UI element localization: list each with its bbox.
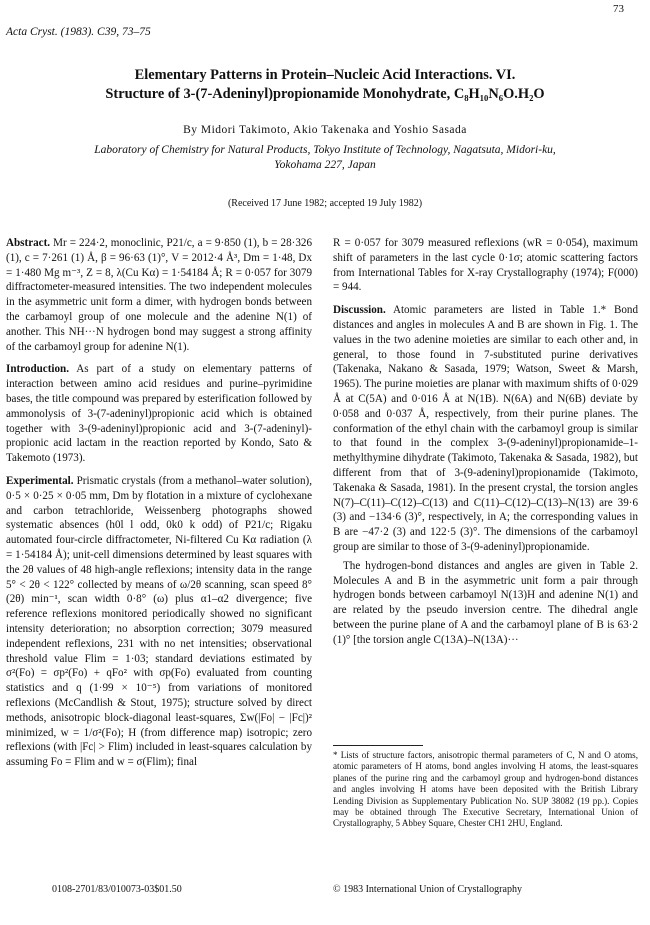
title-line-2: Structure of 3-(7-Adeninyl)propionamide Monohydrate, C₈H₁₀N₆O.H₂O [105, 86, 545, 102]
experimental-paragraph [6, 474, 312, 770]
discussion-text: Atomic parameters are listed in Table 1.* Bond distances and angles in molecules A and B are shown in Fig. 1. The values in the two adenine moieties are similar to each other and, in general, to those found in 7-substituted purine derivatives (Takenaka, Nakano & Sasada, 1979; Watson, Sweet & Marsh, 1965). The purine moieties are planar with maximum shifts of 0·029 Å at C(5A) and 0·016 Å at N(1B). N(6A) and N(6B) deviate by 0·058 and 0·037 Å, respectively, from their purine planes. The conformation of the ethyl chain with the carbamoyl group is similar to that found in the complex 3-(9-adeninyl)propionamide–1-methylthymine dihydrate (Takimoto, Takenaka & Sasada, 1982), but different from that of 3-(9-adeninyl)propionamide (Takimoto, Takenaka & Sasada, 1981). In the present crystal, the torsion angles N(7)–C(11)–C(12)–C(13) and C(11)–C(12)–C(13)–N(13) are 39·6 (3) and −134·6 (3)°, respectively, in A; the corresponding values in B are −47·2 (3) and 122·5 (3)°. The dimensions of the carbamoyl group are similar to those of 3-(9-adeninyl)propionamide. [333, 304, 638, 553]
affiliation [30, 143, 620, 173]
right-column [333, 236, 638, 652]
discussion-paragraph [333, 303, 638, 555]
hydrogen-bond-paragraph: The hydrogen-bond distances and angles are given in Table 2. Molecules A and B in the asymmetric unit form a pair through hydrogen bonds between carbamoyl N(13)H and adenine N(1) and are related by the pseudo inversion centre. The dihedral angle between the purine plane of A and the carbamoyl plane of B is 63·2 (1)° [the torsion angle C(13A)–N(13A)··· [333, 559, 638, 646]
page-number: 73 [613, 3, 624, 15]
received-dates: (Received 17 June 1982; accepted 19 July 1982) [227, 198, 423, 209]
experimental-heading: Experimental. [6, 474, 74, 487]
author-list: By Midori Takimoto, Akio Takenaka and Yoshio Sasada [183, 124, 467, 136]
journal-citation: Acta Cryst. (1983). C39, 73–75 [6, 26, 151, 38]
abstract-text: Mr = 224·2, monoclinic, P21/c, a = 9·850 (1), b = 28·326 (1), c = 7·261 (1) Å, β = 96·63 (1)°, V = 2012·4 Å³, Dm = 1·48, Dx = 1·480 Mg m⁻³, Z = 8, λ(Cu Kα) = 1·54184 Å; R = 0·057 for 3079 diffractometer-measured intensities. The two independent molecules in the asymmetric unit form a dimer, with hydrogen bonds between the carbamoyl group of one molecule and the adenine N(1) of another. This NH···N hydrogen bond may suggest a strong affinity of the carbamoyl group for adenine N(1). [6, 237, 312, 353]
abstract-heading: Abstract. [6, 237, 51, 249]
footer-copyright: © 1983 International Union of Crystallography [333, 884, 522, 895]
footer-code: 0108-2701/83/010073-03$01.50 [52, 884, 182, 895]
title-line-1: Elementary Patterns in Protein–Nucleic Acid Interactions. VI. [134, 67, 516, 83]
introduction-paragraph [6, 362, 312, 466]
discussion-heading: Discussion. [333, 304, 386, 317]
introduction-heading: Introduction. [6, 363, 69, 376]
footnote: * Lists of structure factors, anisotropic thermal parameters of C, N and O atoms, atomic parameters of H atoms, bond angles involving H atoms, the least-squares planes of the purine ring and the carbamoyl group and hydrogen-bond distances and angles involving H atoms have been deposited with the British Library Lending Division as Supplementary Publication No. SUP 38082 (19 pp.). Copies may be obtained through The Executive Secretary, International Union of Crystallography, 5 Abbey Square, Chester CH1 2HU, England. [333, 750, 638, 829]
affiliation-line-1: Laboratory of Chemistry for Natural Products, Tokyo Institute of Technology, Nagatsuta, Midori-ku, [94, 144, 556, 156]
affiliation-line-2: Yokohama 227, Japan [274, 159, 376, 171]
footnote-divider [333, 745, 423, 746]
introduction-text: As part of a study on elementary patterns of interaction between amino acid residues and purine–pyrimidine bases, the title compound was prepared by esterification followed by ammonolysis of 3-(7-adeninyl)propionic acid which is obtained together with 3-(9-adeninyl)propionic acid and 3-(7-adeninyl)-propionic acid lactam in the reaction reported by Kondo, Sato & Takemoto (1973). [6, 363, 312, 465]
article-title [20, 66, 630, 104]
experimental-text: Prismatic crystals (from a methanol–water solution), 0·5 × 0·25 × 0·05 mm, Dm by flotation in a mixture of cyclohexane and carbon tetrachloride, Weissenberg photographs showed systematic absences (h0l l odd, 0k0 k odd) of P21/c; Rigaku automated four-circle diffractometer, Ni-filtered Cu Kα radiation (λ = 1·54184 Å); unit-cell dimensions determined by least squares with the 2θ values of 48 high-angle reflexions; intensity data in the range 5° < 2θ < 122° collected by means of ω/2θ scanning, scan speed 8° (2θ) min⁻¹, scan width 0·8° (ω) plus α1–α2 divergence; five reference reflexions monitored periodically showed no significant intensity deterioration; no absorption correction; 3079 measured independent reflexions, 231 with no net intensities; observational threshold value Flim = 1·03; standard deviations estimated by σ²(Fo) = σp²(Fo) + qFo² with σp(Fo) evaluated from counting statistics and q (1·99 × 10⁻⁵) from variations of monitored reflexions (McCandlish & Stout, 1975); structure solved by direct methods, anisotropic block-diagonal least-squares, Σw(|Fo| − |Fc|)² minimized, w = 1/σ²(Fo); H (from difference map) isotropic; zero reflexions (with |Fc| > Flim) included in least-squares calculation by assuming Fo = Flim and w = σ(Flim); final [6, 474, 312, 769]
abstract-paragraph [6, 236, 312, 354]
left-column [6, 236, 312, 774]
experimental-continuation: R = 0·057 for 3079 measured reflexions (wR = 0·054), maximum shift of parameters in the last cycle 0·1σ; atomic scattering factors from International Tables for X-ray Crystallography (1974); F(000) = 944. [333, 237, 638, 294]
